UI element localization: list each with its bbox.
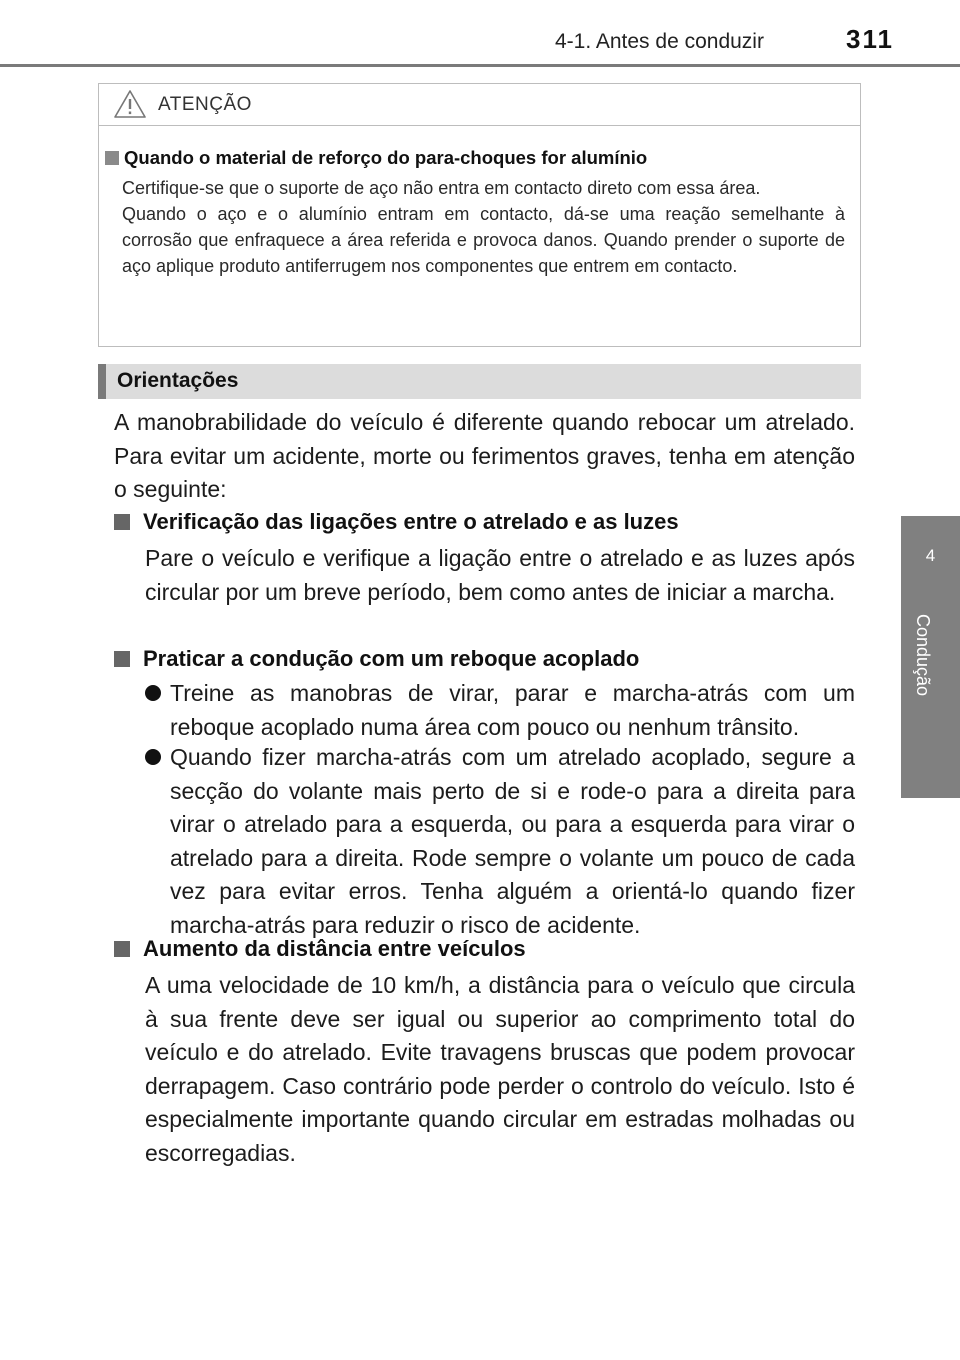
lights-check-paragraph: Pare o veículo e verifique a ligação entre o atrelado e as luzes após circular por um breve período, bem como antes de iniciar a marcha.: [145, 545, 855, 605]
square-bullet-icon: [114, 514, 130, 530]
square-bullet-icon: [105, 151, 119, 165]
attention-paragraph: Quando o aço e o alumínio entram em contacto, dá-se uma reação semelhante à corrosão que enfraquece a área referida e provoca danos. Quando prender o suporte de aço aplique produto antiferrugem nos componentes que entrem em contacto.: [122, 204, 845, 276]
attention-title: ATENÇÃO: [158, 94, 252, 115]
attention-paragraph: Certifique-se que o suporte de aço não entra em contacto direto com essa área.: [122, 178, 761, 198]
chapter-label: Condução: [913, 614, 933, 697]
chapter-number: 4: [925, 546, 936, 565]
subheading-text: Praticar a condução com um reboque acoplado: [143, 646, 640, 671]
square-bullet-icon: [114, 941, 130, 957]
list-item: [145, 677, 855, 744]
round-bullet-icon: [145, 685, 161, 701]
attention-box: [98, 83, 861, 347]
list-item-text: Quando fizer marcha-atrás com um atrelado acoplado, segure a secção do volante mais perto de si e rode-o para a direita para virar o atrelado para a esquerda, ou para a esquerda para virar o atrelado para a direita. Rode sempre o volante um pouco de cada vez para evitar erros. Tenha alguém a orientá-lo quando fizer marcha-atrás para reduzir o risco de acidente.: [170, 744, 855, 938]
vehicle-distance-paragraph: A uma velocidade de 10 km/h, a distância para o veículo que circula à sua frente deve ser igual ou superior ao comprimento total do veículo e do atrelado. Evite travagens bruscas que podem provocar derrapagem. Caso contrário pode perder o controlo do veículo. Isto é especialmente importante quando circular em estradas molhadas ou escorregadias.: [145, 972, 855, 1166]
attention-subheading-text: Quando o material de reforço do para-choques for alumínio: [124, 147, 648, 168]
subheading-text: Aumento da distância entre veículos: [143, 936, 526, 961]
list-item-text: Treine as manobras de virar, parar e marcha-atrás com um reboque acoplado numa área com pouco ou nenhum trânsito.: [170, 680, 855, 740]
header-divider: [0, 64, 960, 67]
section-heading-bar: [98, 364, 861, 399]
section-title: Orientações: [117, 369, 239, 392]
warning-triangle-icon: [113, 89, 147, 119]
round-bullet-icon: [145, 749, 161, 765]
intro-paragraph: A manobrabilidade do veículo é diferente quando rebocar um atrelado. Para evitar um acidente, morte ou ferimentos graves, tenha em atenção o seguinte:: [114, 409, 855, 502]
subheading-vehicle-distance: [114, 936, 526, 962]
attention-body: [122, 175, 845, 279]
subheading-text: Verificação das ligações entre o atrelado e as luzes: [143, 509, 679, 534]
list-item: [145, 741, 855, 942]
chapter-tab: [901, 516, 960, 798]
subheading-lights-check: [114, 509, 679, 535]
square-bullet-icon: [114, 651, 130, 667]
header-section-title: 4-1. Antes de conduzir: [555, 30, 764, 53]
attention-subheading: [105, 147, 647, 169]
subheading-practice-driving: [114, 646, 639, 672]
attention-header: [99, 84, 860, 126]
page-number: 311: [846, 24, 894, 54]
